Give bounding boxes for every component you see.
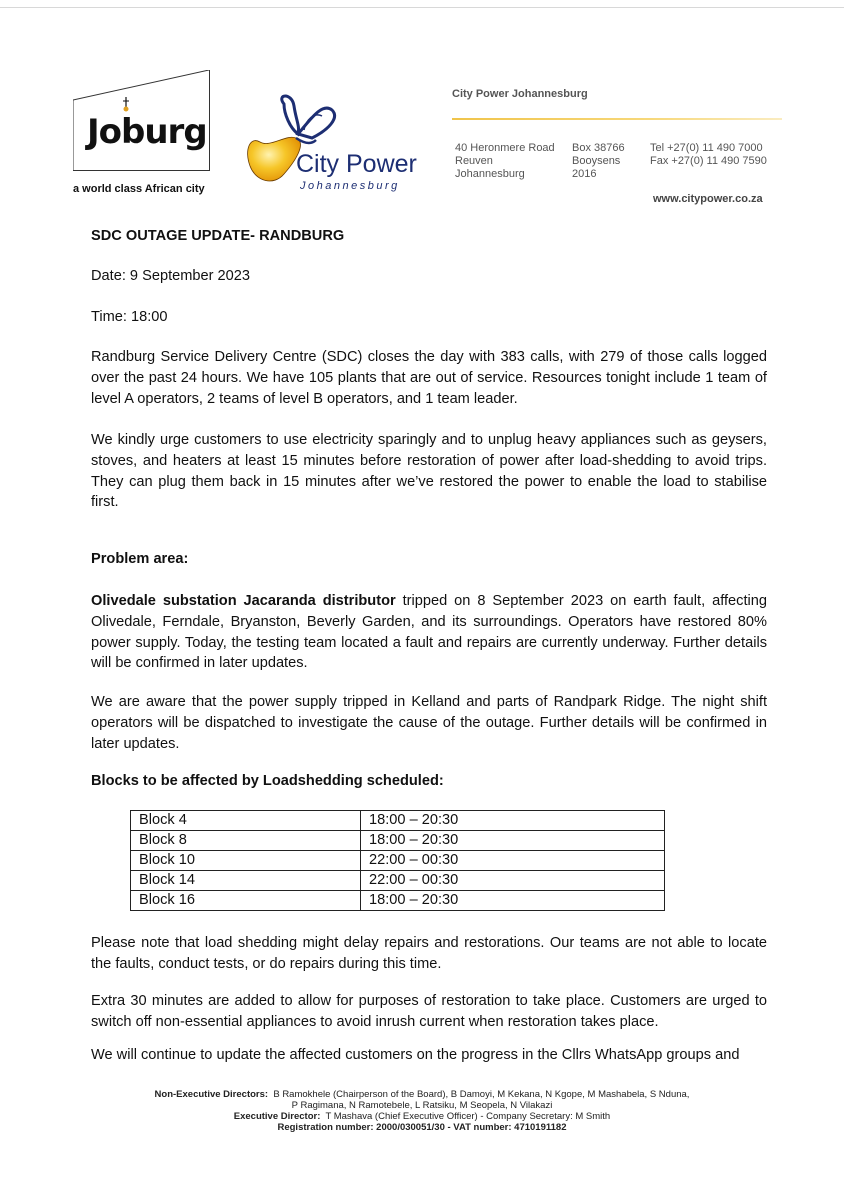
page-top-rule	[0, 7, 844, 8]
address-line: Johannesburg	[455, 168, 525, 180]
problem-paragraph-kelland: We are aware that the power supply tripped in Kelland and parts of Randpark Ridge. The night shift operators will be dispatched to investigate the cause of the outage. Further details will be confirmed in later updates.	[91, 694, 767, 752]
problem-area-heading: Problem area:	[91, 551, 189, 567]
footer-executive-line	[0, 1111, 844, 1122]
block-cell: Block 4	[131, 811, 361, 831]
joburg-logo-text: Joburg	[87, 112, 207, 152]
postal-line: Booysens	[572, 155, 621, 167]
block-cell: Block 16	[131, 891, 361, 911]
table-row	[131, 831, 665, 851]
blocks-heading: Blocks to be affected by Loadshedding scheduled:	[91, 773, 444, 789]
postal-line: 2016	[572, 168, 597, 180]
fax-number: Fax +27(0) 11 490 7590	[650, 155, 767, 167]
joburg-tagline: a world class African city	[73, 183, 205, 195]
loadshedding-note: Please note that load shedding might delay repairs and restorations. Our teams are not able to locate the faults, conduct tests, or do repairs during this time.	[91, 935, 767, 972]
address-line: Reuven	[455, 155, 493, 167]
time-cell: 18:00 – 20:30	[361, 831, 665, 851]
time-cell: 18:00 – 20:30	[361, 811, 665, 831]
contact-block	[650, 142, 767, 168]
time-cell: 22:00 – 00:30	[361, 871, 665, 891]
block-cell: Block 8	[131, 831, 361, 851]
footer-ed-text: T Mashava (Chief Executive Officer) - Company Secretary: M Smith	[325, 1111, 611, 1122]
city-power-subtitle: Johannesburg	[300, 180, 400, 192]
company-title: City Power Johannesburg	[452, 88, 588, 100]
document-title: SDC OUTAGE UPDATE- RANDBURG	[91, 228, 345, 244]
summary-paragraph: Randburg Service Delivery Centre (SDC) closes the day with 383 calls, with 279 of those calls logged over the past 24 hours. We have 105 plants that are out of service. Resources tonight include 1 team of level A operators, 2 teams of level B operators, and 1 team leader.	[91, 349, 767, 407]
document-time: Time: 18:00	[91, 309, 168, 325]
address-line: 40 Heronmere Road	[455, 142, 555, 154]
joburg-tower-icon	[119, 96, 133, 112]
problem-location: Olivedale substation Jacaranda distributor	[91, 593, 396, 609]
address-block	[455, 142, 555, 181]
footer-ed-label: Executive Director:	[233, 1111, 321, 1122]
footer	[0, 1089, 844, 1133]
restoration-note: Extra 30 minutes are added to allow for purposes of restoration to take place. Customers are urged to switch off non-essential appliances to avoid inrush current when restoration takes place.	[91, 993, 767, 1030]
update-note: We will continue to update the affected customers on the progress in the Cllrs WhatsApp groups and	[91, 1047, 740, 1063]
website-link[interactable]: www.citypower.co.za	[653, 193, 763, 205]
loadshedding-blocks-table	[130, 810, 665, 911]
table-row	[131, 851, 665, 871]
city-power-name: City Power	[296, 150, 417, 178]
footer-directors-line	[0, 1089, 844, 1100]
postal-box-block	[572, 142, 625, 181]
footer-ned-label: Non-Executive Directors:	[154, 1089, 269, 1100]
time-cell: 22:00 – 00:30	[361, 851, 665, 871]
table-row	[131, 891, 665, 911]
advice-paragraph: We kindly urge customers to use electricity sparingly and to unplug heavy appliances such as geysers, stoves, and heaters at least 15 minutes before restoration of power after load-shedding to avoid trips. They can plug them back in 15 minutes after we’ve restored the power to enable the load to stabilise first.	[91, 432, 767, 511]
block-cell: Block 14	[131, 871, 361, 891]
joburg-logo	[73, 70, 210, 171]
table-row	[131, 811, 665, 831]
table-row	[131, 871, 665, 891]
phone-number: Tel +27(0) 11 490 7000	[650, 142, 763, 154]
time-cell: 18:00 – 20:30	[361, 891, 665, 911]
footer-ned-names: B Ramokhele (Chairperson of the Board), B Damoyi, M Kekana, N Kgope, M Mashabela, S Nduna,	[273, 1089, 690, 1100]
document-date: Date: 9 September 2023	[91, 268, 251, 284]
letterhead-rule	[452, 118, 782, 120]
footer-ned-names-2: P Ragimana, N Ramotebele, L Ratsiku, M Seopela, N Vilakazi	[291, 1100, 553, 1111]
postal-line: Box 38766	[572, 142, 625, 154]
footer-registration: Registration number: 2000/030051/30 - VAT number: 4710191182	[277, 1122, 567, 1133]
problem-description: tripped on 8 September 2023 on earth fault, affecting Olivedale, Ferndale, Bryanston, Beverly Garden, and its surroundings. Operators have restored 80% power supply. Today, the testing team located a fault and repairs are currently underway. Further details will be confirmed in later updates.	[91, 593, 767, 672]
block-cell: Block 10	[131, 851, 361, 871]
problem-paragraph-olivedale	[91, 591, 767, 674]
